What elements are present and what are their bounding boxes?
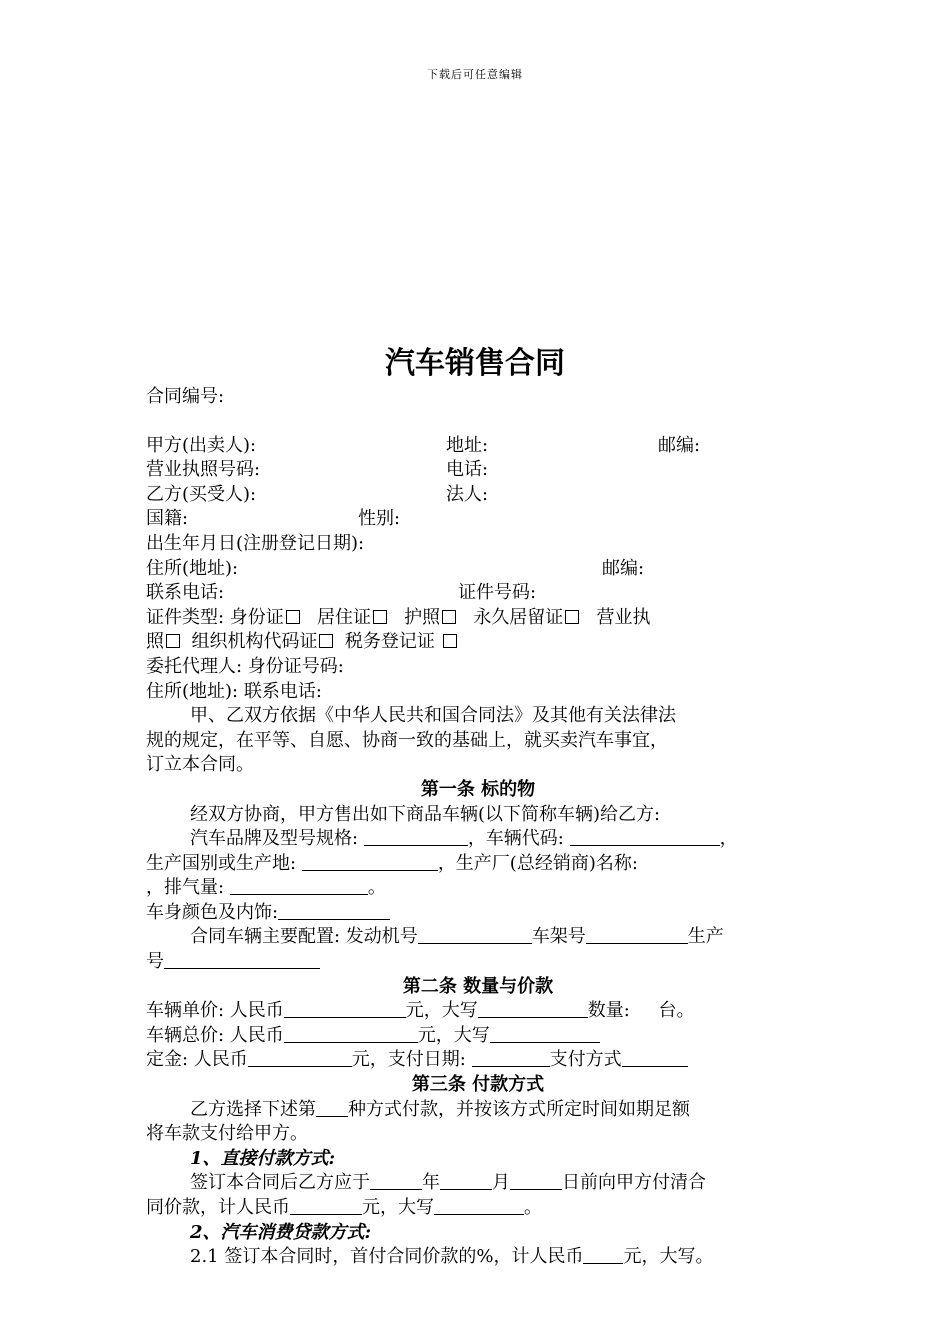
article-3-para [146, 1098, 810, 1123]
checkbox-id-card[interactable] [286, 610, 300, 624]
vin-label: ，车辆代码: [467, 828, 564, 850]
contact-row [146, 581, 810, 606]
method-2-text-a: 2.1 签订本合同时，首付合同价款的%，计人民币 [190, 1246, 584, 1268]
id-type-label: 证件类型: 身份证 [146, 606, 284, 628]
brand-blank[interactable] [364, 827, 468, 846]
displacement-blank[interactable] [230, 876, 368, 895]
production-blank[interactable] [164, 950, 320, 969]
article-2-heading: 第二条 数量与价款 [402, 975, 554, 997]
article-3-para-a: 乙方选择下述第 [190, 1098, 316, 1120]
production-label: 生产 [687, 926, 724, 948]
method-2-text-b: 元，大写。 [623, 1246, 714, 1268]
phone-label: 电话: [446, 459, 489, 481]
article-3-heading: 第三条 付款方式 [411, 1074, 545, 1096]
deposit-row [146, 1048, 810, 1073]
id-type-row-1 [146, 606, 810, 631]
color-label: 车身颜色及内饰: [146, 901, 279, 923]
vin-blank[interactable] [570, 827, 720, 846]
month-blank[interactable] [440, 1171, 492, 1190]
checkbox-business-license[interactable] [166, 634, 180, 648]
comma: ， [719, 828, 738, 850]
method-1-text-d: 元，大写 [362, 1197, 434, 1218]
total-price-cap-blank[interactable] [490, 1024, 600, 1043]
period: 。 [367, 877, 386, 899]
engine-label: 合同车辆主要配置: 发动机号 [190, 926, 418, 948]
contact-phone-label: 联系电话: [146, 582, 225, 604]
checkbox-tax-registration[interactable] [443, 634, 457, 648]
checkbox-permanent-residence[interactable] [565, 610, 579, 624]
contract-body [146, 385, 810, 1270]
license-label: 营业执照号码: [146, 459, 261, 481]
org-code-label: 组织机构代码证 [191, 631, 318, 653]
method-2-heading: 2、汽车消费贷款方式: [190, 1221, 372, 1243]
engine-blank[interactable] [418, 925, 532, 944]
pay-date-label: 元，支付日期: [351, 1049, 466, 1071]
party-a-row [146, 434, 810, 459]
address-label: 地址: [446, 434, 489, 456]
color-row [146, 901, 810, 926]
passport-label: 护照 [404, 606, 441, 628]
article-3-para-2: 将车款支付给甲方。 [146, 1123, 308, 1145]
method-2-row [146, 1245, 810, 1270]
method-1-text-b: 日前向甲方付清合 [562, 1172, 706, 1194]
total-price-blank[interactable] [284, 1024, 418, 1043]
birth-row: 出生年月日(注册登记日期): [146, 532, 365, 554]
frame-blank[interactable] [586, 925, 688, 944]
article-1-para: 经双方协商，甲方售出如下商品车辆(以下简称车辆)给乙方: [190, 803, 661, 825]
party-b-row [146, 483, 810, 508]
intro-line-1: 甲、乙双方依据《中华人民共和国合同法》及其他有关法律法 [190, 705, 676, 727]
brand-row [146, 827, 810, 852]
origin-row [146, 852, 810, 877]
method-2-amount-blank[interactable] [583, 1245, 623, 1264]
checkbox-residence-permit[interactable] [373, 610, 387, 624]
id-number-label: 证件号码: [458, 582, 537, 604]
frame-label: 车架号 [531, 926, 586, 948]
displacement-label: ，排气量: [146, 877, 225, 899]
pay-date-blank[interactable] [472, 1048, 550, 1067]
color-blank[interactable] [278, 901, 390, 920]
period-2: 。 [524, 1197, 542, 1218]
residence-permit-label: 居住证 [316, 606, 371, 628]
residence2-row: 住所(地址): 联系电话: [146, 680, 322, 702]
method-1-cap-blank[interactable] [434, 1196, 524, 1215]
origin-blank[interactable] [302, 852, 438, 871]
legal-person-label: 法人: [446, 483, 489, 505]
party-a-label: 甲方(出卖人): [146, 434, 257, 456]
residence-label: 住所(地址): [146, 557, 239, 579]
tax-registration-label: 税务登记证 [344, 631, 435, 653]
contract-number: 合同编号: [146, 386, 225, 407]
checkbox-org-code[interactable] [319, 634, 333, 648]
total-price-row [146, 1024, 810, 1049]
business-license-label: 营业执 [596, 606, 651, 628]
brand-label: 汽车品牌及型号规格: [190, 828, 359, 850]
article-3-para-b: 种方式付款，并按该方式所定时间如期足额 [348, 1098, 690, 1120]
origin-label: 生产国别或生产地: [146, 852, 297, 874]
month-label: 月 [492, 1172, 510, 1194]
total-price-cap-label: 元，大写 [417, 1024, 490, 1046]
year-blank[interactable] [370, 1171, 422, 1190]
maker-label: ，生产厂(总经销商)名称: [437, 852, 638, 874]
nationality-label: 国籍: [146, 508, 189, 530]
pay-method-label: 支付方式 [549, 1049, 622, 1071]
zip2-label: 邮编: [602, 557, 645, 579]
method-choice-blank[interactable] [316, 1098, 348, 1117]
page-header: 下载后可任意编辑 [427, 68, 523, 81]
displacement-row [146, 876, 810, 901]
deposit-blank[interactable] [248, 1048, 352, 1067]
day-blank[interactable] [510, 1171, 562, 1190]
unit-price-blank[interactable] [284, 999, 406, 1018]
residence-row [146, 557, 810, 582]
gender-label: 性别: [358, 508, 401, 530]
intro-line-2: 规的规定，在平等、自愿、协商一致的基础上，就买卖汽车事宜， [146, 729, 668, 751]
intro-line-3: 订立本合同。 [146, 754, 254, 776]
license-row [146, 458, 810, 483]
agent-row: 委托代理人: 身份证号码: [146, 655, 344, 677]
year-label: 年 [422, 1172, 440, 1194]
zip-label: 邮编: [658, 434, 701, 456]
config-row [146, 925, 810, 950]
id-type-row-2 [146, 630, 810, 655]
method-1-row-2 [146, 1196, 810, 1221]
unit-label: 台。 [658, 1000, 695, 1022]
method-1-text-a: 签订本合同后乙方应于 [190, 1172, 370, 1194]
deposit-label: 定金: 人民币 [146, 1049, 248, 1071]
method-1-amount-blank[interactable] [290, 1196, 362, 1215]
article-1-heading: 第一条 标的物 [420, 778, 536, 800]
unit-price-cap-label: 元，大写 [405, 1000, 478, 1022]
production-label-cont: 号 [146, 951, 164, 973]
nationality-row [146, 507, 810, 532]
business-license-label-cont: 照 [146, 631, 164, 653]
unit-price-row [146, 999, 810, 1024]
permanent-residence-label: 永久居留证 [473, 606, 564, 628]
method-1-text-c: 同价款，计人民币 [146, 1197, 290, 1218]
checkbox-passport[interactable] [442, 610, 456, 624]
method-1-row [146, 1171, 810, 1196]
quantity-label: 数量: [587, 1000, 630, 1022]
unit-price-cap-blank[interactable] [478, 999, 588, 1018]
total-price-label: 车辆总价: 人民币 [146, 1024, 284, 1046]
unit-price-label: 车辆单价: 人民币 [146, 1000, 284, 1022]
production-row [146, 950, 810, 975]
party-b-label: 乙方(买受人): [146, 483, 257, 505]
pay-method-blank[interactable] [622, 1048, 688, 1067]
document-title: 汽车销售合同 [385, 346, 565, 381]
method-1-heading: 1、直接付款方式: [190, 1147, 336, 1169]
